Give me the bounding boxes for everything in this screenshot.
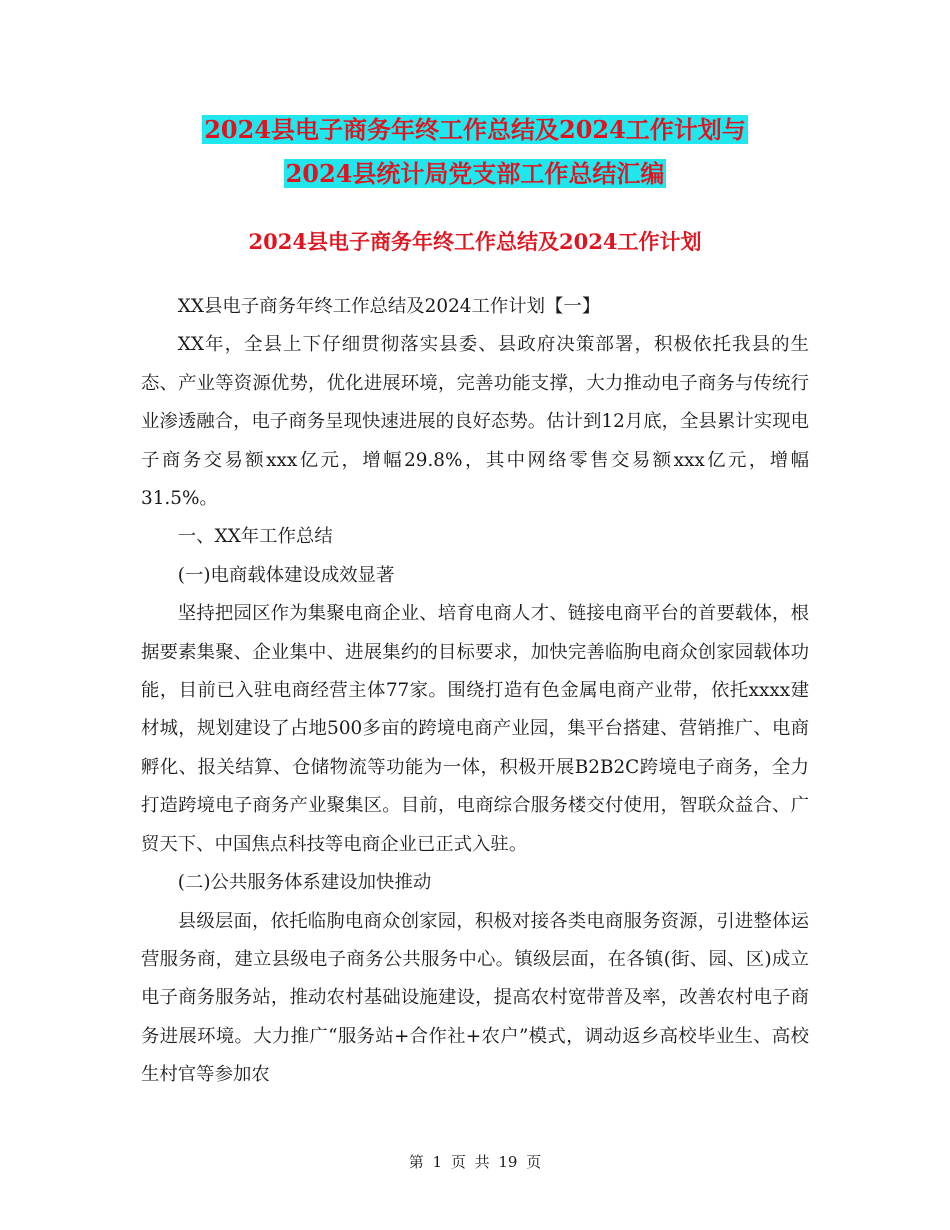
- paragraph: XX年，全县上下仔细贯彻落实县委、县政府决策部署，积极依托我县的生态、产业等资源优势，优化进展环境，完善功能支撑，大力推动电子商务与传统行业渗透融合，电子商务呈现快速进展的良好态势。估计到12月底，全县累计实现电子商务交易额xxx亿元，增幅29.8%，其中网络零售交易额xxx亿元，增幅31.5%。: [141, 334, 809, 510]
- paragraph: (一)电商载体建设成效显著: [177, 564, 395, 586]
- document-title-line-2: [0, 152, 950, 196]
- title-highlight-1: 2024县电子商务年终工作总结及2024工作计划与: [204, 115, 746, 144]
- paragraph: 坚持把园区作为集聚电商企业、培育电商人才、链接电商平台的首要载体，根据要素集聚、企业集中、进展集约的目标要求，加快完善临朐电商众创家园载体功能，目前已入驻电商经营主体77家。围绕打造有色金属电商产业带，依托xxxx建材城，规划建设了占地500多亩的跨境电商产业园，集平台搭建、营销推广、电商孵化、报关结算、仓储物流等功能为一体，积极开展B2B2C跨境电子商务，全力打造跨境电子商务产业聚集区。目前，电商综合服务楼交付使用，智联众益合、广贸天下、中国焦点科技等电商企业已正式入驻。: [141, 603, 809, 855]
- section-heading: 2024县电子商务年终工作总结及2024工作计划: [248, 229, 702, 254]
- title-highlight-2: 2024县统计局党支部工作总结汇编: [285, 159, 665, 188]
- paragraph: 一、XX年工作总结: [177, 526, 333, 548]
- paragraph: XX县电子商务年终工作总结及2024工作计划【一】: [177, 296, 601, 317]
- page-footer: 第 1 页 共 19 页: [408, 1153, 542, 1171]
- document-body: [141, 288, 809, 1095]
- paragraph: (二)公共服务体系建设加快推动: [177, 872, 432, 894]
- paragraph: 县级层面，依托临朐电商众创家园，积极对接各类电商服务资源，引进整体运营服务商，建立县级电子商务公共服务中心。镇级层面，在各镇(街、园、区)成立电子商务服务站，推动农村基础设施建设，提高农村宽带普及率，改善农村电子商务进展环境。大力推广“服务站+合作社+农户”模式，调动返乡高校毕业生、高校生村官等参加农: [141, 910, 809, 1086]
- document-title-line-1: [0, 108, 950, 152]
